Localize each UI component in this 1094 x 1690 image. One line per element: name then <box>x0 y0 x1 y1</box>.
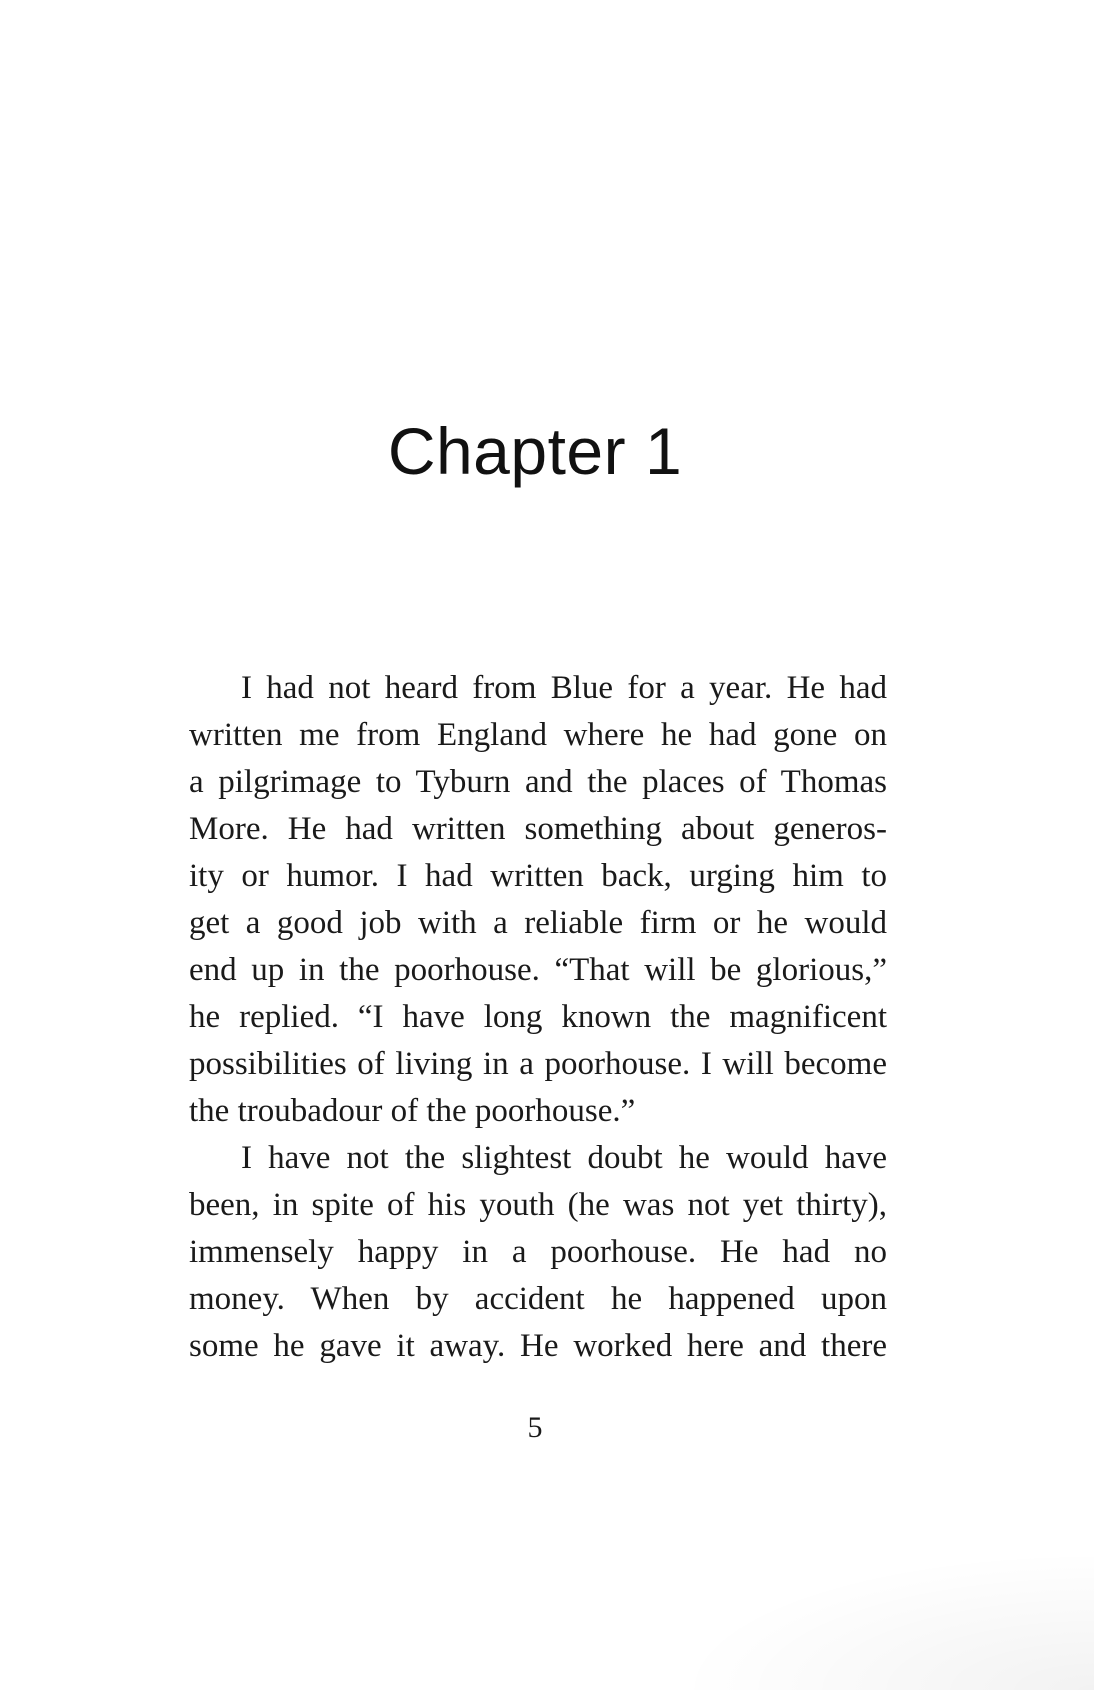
text-line: ity or humor. I had written back, urging him to <box>189 858 887 894</box>
text-line: some he gave it away. He worked here and there <box>189 1328 887 1364</box>
body-text <box>189 665 887 1370</box>
text-line: he replied. “I have long known the magnificent <box>189 999 887 1035</box>
text-line: written me from England where he had gone on <box>189 717 887 753</box>
text-line: been, in spite of his youth (he was not yet thirty), <box>189 1187 887 1223</box>
text-line: I had not heard from Blue for a year. He had <box>241 670 887 706</box>
text-line: a pilgrimage to Tyburn and the places of Thomas <box>189 764 887 800</box>
text-line: immensely happy in a poorhouse. He had no <box>189 1234 887 1270</box>
page-curl-shadow <box>674 1550 1094 1690</box>
text-line: possibilities of living in a poorhouse. I will become <box>189 1046 887 1082</box>
text-line: get a good job with a reliable firm or he would <box>189 905 887 941</box>
chapter-title: Chapter 1 <box>387 414 683 488</box>
text-line: I have not the slightest doubt he would have <box>241 1140 887 1176</box>
text-line: money. When by accident he happened upon <box>189 1281 887 1317</box>
text-line: end up in the poorhouse. “That will be glorious,” <box>189 952 887 988</box>
text-line: the troubadour of the poorhouse.” <box>189 1093 636 1129</box>
page-number: 5 <box>527 1411 543 1444</box>
text-line: More. He had written something about generos- <box>189 811 887 847</box>
